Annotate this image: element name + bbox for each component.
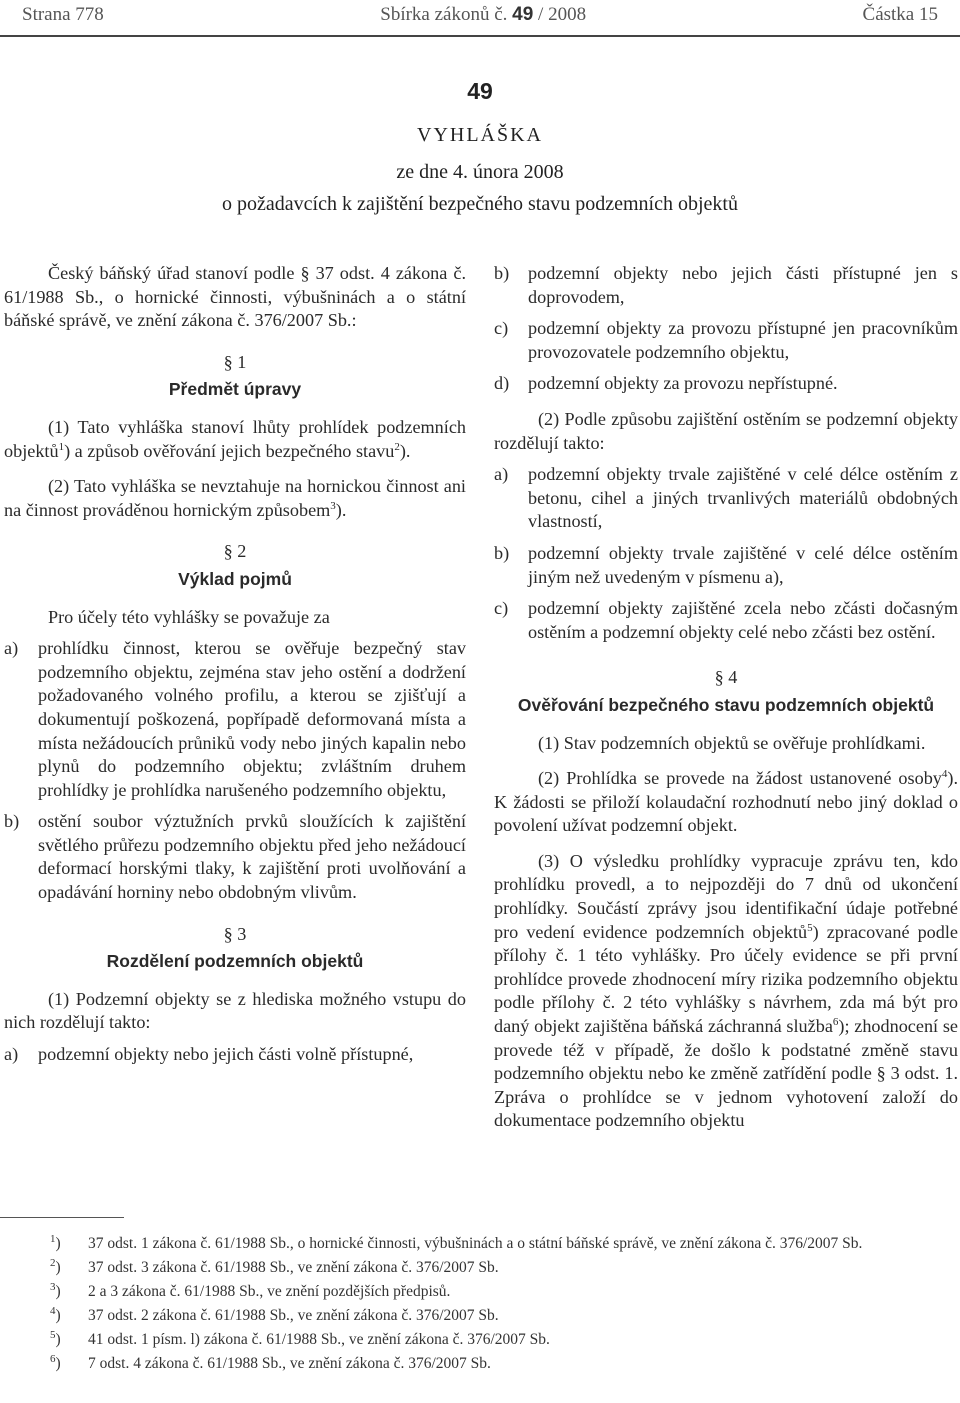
document-type: VYHLÁŠKA [417, 124, 543, 146]
footnote-text: 2 a 3 zákona č. 61/1988 Sb., ve znění pozdějších předpisů. [88, 1283, 451, 1300]
footnote-text: 37 odst. 2 zákona č. 61/1988 Sb., ve znění zákona č. 376/2007 Sb. [88, 1307, 499, 1324]
footnote-number: 4 [50, 1304, 56, 1317]
footnote-text: 37 odst. 1 zákona č. 61/1988 Sb., o hornické činnosti, výbušninách a o státní báňské správě, ve znění zákona č. 376/2007 Sb. [88, 1235, 863, 1252]
footnote-marker: $^1$) [50, 1232, 61, 1252]
section-3-paragraph-2: (2) Podle způsobu zajištění ostěním se podzemní objekty rozdělují takto: [494, 408, 958, 453]
footnote [50, 1304, 956, 1328]
section-4-paragraph-1: (1) Stav podzemních objektů se ověřuje prohlídkami. [538, 732, 926, 753]
section-3-paragraph-1: (1) Podzemní objekty se z hlediska možného vstupu do nich rozdělují takto: [4, 988, 466, 1033]
section-1-paragraph-1 [4, 416, 466, 463]
footnote-ref: 6 [832, 1015, 839, 1028]
footnote-number: 3 [50, 1280, 56, 1293]
text-run: (2) Tato vyhláška se nevztahuje na hornickou činnost ani na činnost prováděnou hornickým způsobem [4, 476, 466, 520]
text-run: ). K žádosti se přiloží kolaudační rozhodnutí nebo jiný doklad o povolení užívat podzemní objekt. [494, 768, 958, 836]
section-4-title: Ověřování bezpečného stavu podzemních objektů [517, 694, 935, 715]
text-run: ). [335, 499, 347, 520]
right-column [494, 262, 958, 1133]
item-text: podzemní objekty trvale zajištěné v celé délce ostěním z betonu, cihel a jiných trvanlivých materiálů obdobných vlastností, [528, 464, 958, 532]
footnote-number: 5 [50, 1328, 56, 1341]
footnote-ref: 3 [330, 499, 336, 512]
footnote-number: 1 [50, 1232, 56, 1245]
list-item [494, 372, 958, 396]
collection-title [380, 4, 586, 30]
footnote-rule [0, 1217, 124, 1218]
section-2-number: § 2 [223, 541, 247, 562]
footnote-number: 2 [50, 1256, 56, 1269]
footnote [50, 1352, 956, 1376]
section-2-intro: Pro účely této vyhlášky se považuje za [48, 606, 330, 627]
footnote-marker: $^4$) [50, 1304, 61, 1324]
item-text: podzemní objekty nebo jejich části přístupné jen s doprovodem, [528, 263, 958, 307]
item-label: b) [494, 263, 510, 283]
footnote-marker: $^6$) [50, 1352, 61, 1372]
left-column [4, 262, 466, 1067]
section-1-paragraph-2 [4, 475, 466, 522]
page-header [22, 4, 938, 30]
item-text: ostění soubor výztužních prvků sloužících k zajištění světlého průřezu podzemního objektu před jeho nežádoucí deformací horskými tlaky, k zajištění proti uvolňování a opadávání horniny nebo obdobným vlivům. [38, 811, 466, 903]
footnote-ref: 2 [394, 440, 400, 453]
section-1-title: Předmět úpravy [168, 379, 302, 400]
section-4-paragraph-3 [494, 850, 958, 1133]
section-4-paragraph-2 [494, 767, 958, 838]
item-label: a) [4, 638, 19, 659]
header-rule [0, 35, 960, 37]
section-3-number: § 3 [223, 923, 247, 944]
footnote-ref: 5 [807, 921, 813, 934]
item-label: d) [494, 373, 510, 394]
text-run: ); zhodnocení se provede též v případě, že došlo k podstatné změně stavu podzemního objektu nebo ke změně zatřídění podle § 3 odst. 1. Zpráva o prohlídce se v jednom vyhotovení založí do dokumentace podzemního objektu [494, 1016, 958, 1131]
footnote-marker: $^5$) [50, 1328, 61, 1348]
collection-year: / 2008 [538, 4, 587, 25]
document-number: 49 [467, 78, 493, 104]
text-run: (3) O výsledku prohlídky vypracuje zprávu ten, kdo prohlídku provedl, a to nejpozději do 7 dnů od ukončení prohlídky. Součástí zprávy jsou identifikační údaje potřebné pro vedení evidence podzemních objektů [494, 850, 958, 942]
footnote-marker: $^2$) [50, 1256, 61, 1276]
item-label: a) [494, 464, 509, 485]
item-text: prohlídku činnost, kterou se ověřuje bezpečný stav podzemního objektu, zejména stav jeho ostění a dodržení požadovaného volného profilu, a kterou se zjišťují a dokumentují poškozená, popřípadě deformovaná místa a místa nežádoucích průniků vody nebo jiných kapalin nebo plynů do podzemního objektu; zvláštním druhem prohlídky je prohlídka narušeného podzemního objektu, [38, 638, 466, 800]
item-text: podzemní objekty za provozu nepřístupné. [528, 373, 838, 394]
document-subject: o požadavcích k zajištění bezpečného stavu podzemních objektů [222, 193, 738, 215]
item-label: c) [494, 598, 509, 619]
item-label: b) [494, 542, 510, 563]
footnote [50, 1328, 956, 1352]
text-run: ) a způsob ověřování jejich bezpečného stavu [64, 440, 395, 461]
text-run: (2) Prohlídka se provede na žádost ustanovené osoby [538, 768, 942, 789]
footnote [50, 1232, 956, 1256]
page-number: Strana 778 [22, 4, 104, 25]
document-date: ze dne 4. února 2008 [396, 161, 564, 183]
section-4-number: § 4 [714, 667, 738, 688]
collection-number: 49 [512, 4, 534, 25]
item-label: c) [494, 318, 509, 339]
item-text: podzemní objekty trvale zajištěné v celé délce ostěním jiným než uvedeným v písmenu a), [528, 542, 958, 587]
footnote-text: 7 odst. 4 zákona č. 61/1988 Sb., ve znění zákona č. 376/2007 Sb. [88, 1355, 491, 1372]
item-text: podzemní objekty nebo jejich části volně přístupné, [38, 1044, 414, 1065]
footnote-number: 6 [50, 1352, 56, 1365]
intro-paragraph: Český báňský úřad stanoví podle § 37 odst. 4 zákona č. 61/1988 Sb., o hornické činnosti, výbušninách a o státní báňské správě, ve znění zákona č. 376/2007 Sb.: [4, 263, 466, 331]
section-1-number: § 1 [223, 351, 247, 372]
footnote [50, 1280, 956, 1304]
list-item [4, 1043, 466, 1067]
list-item [494, 463, 958, 534]
list-item [4, 810, 466, 904]
section-3-title: Rozdělení podzemních objektů [106, 951, 364, 972]
item-text: podzemní objekty zajištěné zcela nebo zčásti dočasným ostěním a podzemní objekty celé nebo zčásti bez ostění. [528, 598, 958, 642]
footnote-text: 37 odst. 3 zákona č. 61/1988 Sb., ve znění zákona č. 376/2007 Sb. [88, 1259, 499, 1276]
list-item [494, 597, 958, 644]
footnote-ref: 1 [58, 440, 65, 453]
footnote-text: 41 odst. 1 písm. l) zákona č. 61/1988 Sb., ve znění zákona č. 376/2007 Sb. [88, 1331, 550, 1348]
footnote-ref: 4 [941, 768, 948, 781]
footnote [50, 1256, 956, 1280]
issue-part: Částka 15 [862, 4, 938, 25]
list-item [494, 317, 958, 364]
item-label: b) [4, 811, 20, 832]
list-item [4, 637, 466, 802]
item-label: a) [4, 1044, 19, 1065]
list-item [494, 262, 958, 309]
item-text: podzemní objekty za provozu přístupné jen pracovníkům provozovatele podzemního objektu, [528, 318, 958, 362]
list-item [494, 542, 958, 589]
text-run: ). [399, 440, 411, 461]
text-run: ) zpracované podle přílohy č. 1 této vyhlášky. Pro účely evidence se při první prohlídce provede zhodnocení míry rizika podzemního objektu podle přílohy č. 2 této vyhlášky s návrhem, zda má být pro daný objekt zajištěna báňská záchranná služba [494, 921, 958, 1037]
text-run: (1) Tato vyhláška stanoví lhůty prohlídek podzemních objektů [4, 416, 466, 461]
section-2-title: Výklad pojmů [178, 568, 292, 589]
collection-label: Sbírka zákonů č. [380, 4, 508, 25]
footnote-marker: $^3$) [50, 1280, 61, 1300]
footnotes [50, 1232, 956, 1376]
